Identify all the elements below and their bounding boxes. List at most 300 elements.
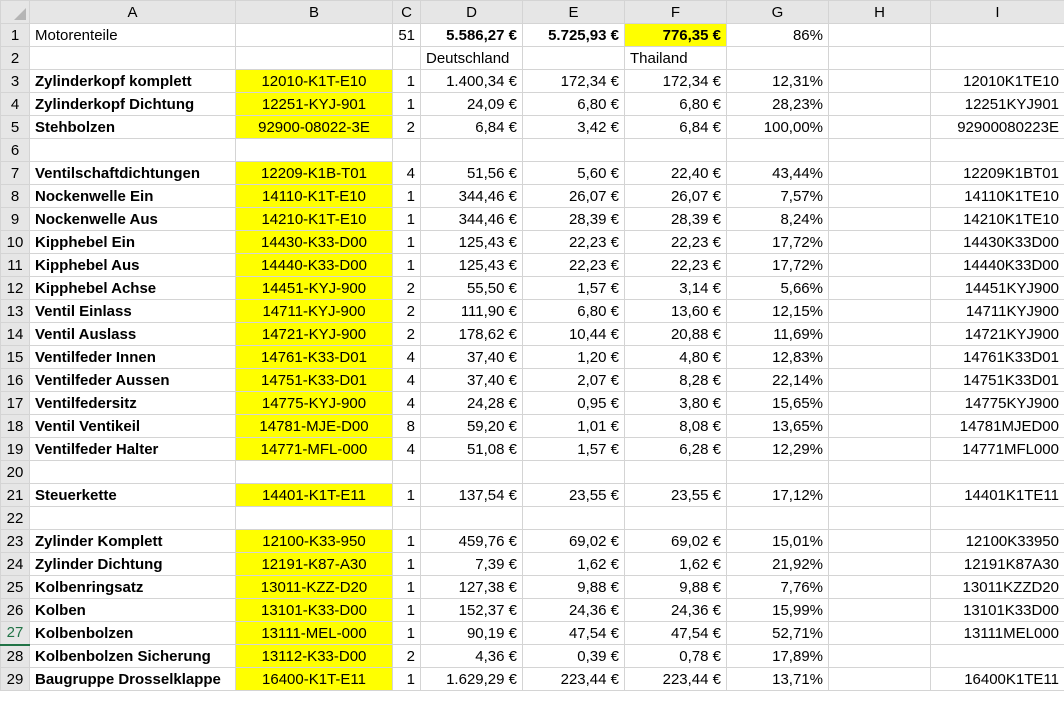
row-header[interactable]: 1	[1, 24, 30, 47]
percentage-cell[interactable]: 7,57%	[727, 185, 829, 208]
row-header[interactable]: 25	[1, 576, 30, 599]
total-price-th-cell[interactable]: 8,08 €	[625, 415, 727, 438]
cell[interactable]	[625, 507, 727, 530]
cell[interactable]	[829, 668, 931, 691]
part-name-cell[interactable]: Nockenwelle Aus	[30, 208, 236, 231]
part-number-cell[interactable]: 13101-K33-D00	[236, 599, 393, 622]
row-header[interactable]: 20	[1, 461, 30, 484]
row-header[interactable]: 23	[1, 530, 30, 553]
unit-price-th-cell[interactable]: 1,01 €	[523, 415, 625, 438]
percentage-cell[interactable]: 22,14%	[727, 369, 829, 392]
part-number-cell[interactable]: 14451-KYJ-900	[236, 277, 393, 300]
quantity-cell[interactable]: 2	[393, 300, 421, 323]
row-header[interactable]: 21	[1, 484, 30, 507]
part-code-cell[interactable]: 14440K33D00	[931, 254, 1064, 277]
cell[interactable]	[625, 139, 727, 162]
row-header[interactable]: 11	[1, 254, 30, 277]
price-de-cell[interactable]: 344,46 €	[421, 208, 523, 231]
part-code-cell[interactable]: 13111MEL000	[931, 622, 1064, 645]
quantity-cell[interactable]: 2	[393, 645, 421, 668]
price-de-cell[interactable]: 1.629,29 €	[421, 668, 523, 691]
quantity-cell[interactable]: 4	[393, 392, 421, 415]
percentage-cell[interactable]: 11,69%	[727, 323, 829, 346]
part-code-cell[interactable]: 14711KYJ900	[931, 300, 1064, 323]
price-de-cell[interactable]: 55,50 €	[421, 277, 523, 300]
part-name-cell[interactable]: Kipphebel Aus	[30, 254, 236, 277]
cell[interactable]	[523, 139, 625, 162]
price-de-cell[interactable]: 51,08 €	[421, 438, 523, 461]
cell[interactable]	[829, 576, 931, 599]
part-name-cell[interactable]: Ventilfedersitz	[30, 392, 236, 415]
unit-price-th-cell[interactable]: 6,80 €	[523, 300, 625, 323]
cell[interactable]	[421, 461, 523, 484]
part-number-cell[interactable]: 14110-K1T-E10	[236, 185, 393, 208]
part-code-cell[interactable]: 92900080223E	[931, 116, 1064, 139]
row-header[interactable]: 7	[1, 162, 30, 185]
percentage-cell[interactable]: 12,31%	[727, 70, 829, 93]
price-de-cell[interactable]: 459,76 €	[421, 530, 523, 553]
quantity-cell[interactable]: 1	[393, 530, 421, 553]
part-code-cell[interactable]: 12209K1BT01	[931, 162, 1064, 185]
part-number-cell[interactable]: 92900-08022-3E	[236, 116, 393, 139]
unit-price-th-cell[interactable]: 172,34 €	[523, 70, 625, 93]
percentage-cell[interactable]: 8,24%	[727, 208, 829, 231]
cell[interactable]	[236, 24, 393, 47]
part-code-cell[interactable]: 14451KYJ900	[931, 277, 1064, 300]
total-price-th-cell[interactable]: 172,34 €	[625, 70, 727, 93]
cell[interactable]	[931, 461, 1064, 484]
part-number-cell[interactable]: 14210-K1T-E10	[236, 208, 393, 231]
part-number-cell[interactable]: 13011-KZZ-D20	[236, 576, 393, 599]
unit-price-th-cell[interactable]: 47,54 €	[523, 622, 625, 645]
part-name-cell[interactable]: Kolbenbolzen Sicherung	[30, 645, 236, 668]
part-code-cell[interactable]: 14721KYJ900	[931, 323, 1064, 346]
part-number-cell[interactable]: 14771-MFL-000	[236, 438, 393, 461]
row-header[interactable]: 3	[1, 70, 30, 93]
select-all-button[interactable]	[1, 1, 30, 24]
part-code-cell[interactable]: 14430K33D00	[931, 231, 1064, 254]
part-name-cell[interactable]: Ventilfeder Halter	[30, 438, 236, 461]
cell[interactable]	[829, 93, 931, 116]
column-header-g[interactable]: G	[727, 1, 829, 24]
column-header-e[interactable]: E	[523, 1, 625, 24]
part-number-cell[interactable]: 12209-K1B-T01	[236, 162, 393, 185]
quantity-cell[interactable]: 4	[393, 162, 421, 185]
percentage-cell[interactable]: 17,72%	[727, 231, 829, 254]
column-header-i[interactable]: I	[931, 1, 1064, 24]
total-price-th-cell[interactable]: 22,23 €	[625, 231, 727, 254]
row-header[interactable]: 22	[1, 507, 30, 530]
cell[interactable]	[829, 507, 931, 530]
percentage-cell[interactable]: 100,00%	[727, 116, 829, 139]
total-price-th-cell[interactable]: 24,36 €	[625, 599, 727, 622]
part-number-cell[interactable]: 12251-KYJ-901	[236, 93, 393, 116]
row-header[interactable]: 2	[1, 47, 30, 70]
qty-total-cell[interactable]: 51	[393, 24, 421, 47]
cell[interactable]	[421, 507, 523, 530]
thailand-label-cell[interactable]: Thailand	[625, 47, 727, 70]
cell[interactable]	[829, 139, 931, 162]
part-name-cell[interactable]: Ventilfeder Aussen	[30, 369, 236, 392]
row-header[interactable]: 17	[1, 392, 30, 415]
total-price-th-cell[interactable]: 26,07 €	[625, 185, 727, 208]
quantity-cell[interactable]: 1	[393, 254, 421, 277]
part-code-cell[interactable]: 16400K1TE11	[931, 668, 1064, 691]
row-header[interactable]: 5	[1, 116, 30, 139]
price-de-cell[interactable]: 152,37 €	[421, 599, 523, 622]
cell[interactable]	[523, 461, 625, 484]
quantity-cell[interactable]: 1	[393, 668, 421, 691]
unit-price-th-cell[interactable]: 5,60 €	[523, 162, 625, 185]
part-number-cell[interactable]: 12010-K1T-E10	[236, 70, 393, 93]
price-de-cell[interactable]: 127,38 €	[421, 576, 523, 599]
cell[interactable]	[829, 415, 931, 438]
cell[interactable]	[30, 47, 236, 70]
cell[interactable]	[829, 116, 931, 139]
part-code-cell[interactable]: 12100K33950	[931, 530, 1064, 553]
total-price-th-cell[interactable]: 22,23 €	[625, 254, 727, 277]
total-price-th-cell[interactable]: 3,14 €	[625, 277, 727, 300]
unit-price-th-cell[interactable]: 22,23 €	[523, 231, 625, 254]
total-th-cell[interactable]: 776,35 €	[625, 24, 727, 47]
cell[interactable]	[829, 392, 931, 415]
part-name-cell[interactable]: Ventilschaftdichtungen	[30, 162, 236, 185]
cell[interactable]	[931, 507, 1064, 530]
part-number-cell[interactable]: 12191-K87-A30	[236, 553, 393, 576]
quantity-cell[interactable]: 4	[393, 438, 421, 461]
quantity-cell[interactable]: 1	[393, 208, 421, 231]
price-de-cell[interactable]: 125,43 €	[421, 254, 523, 277]
unit-price-th-cell[interactable]: 69,02 €	[523, 530, 625, 553]
percentage-cell[interactable]: 13,65%	[727, 415, 829, 438]
cell[interactable]	[829, 300, 931, 323]
column-header-f[interactable]: F	[625, 1, 727, 24]
cell[interactable]	[829, 162, 931, 185]
cell[interactable]	[421, 139, 523, 162]
part-number-cell[interactable]: 14751-K33-D01	[236, 369, 393, 392]
total-price-th-cell[interactable]: 4,80 €	[625, 346, 727, 369]
cell[interactable]	[829, 530, 931, 553]
unit-price-th-cell[interactable]: 223,44 €	[523, 668, 625, 691]
price-de-cell[interactable]: 6,84 €	[421, 116, 523, 139]
cell[interactable]	[236, 461, 393, 484]
percentage-cell[interactable]: 15,01%	[727, 530, 829, 553]
unit-price-th-cell[interactable]: 9,88 €	[523, 576, 625, 599]
part-number-cell[interactable]: 14781-MJE-D00	[236, 415, 393, 438]
unit-price-th-cell[interactable]: 1,57 €	[523, 438, 625, 461]
quantity-cell[interactable]: 1	[393, 484, 421, 507]
percentage-cell[interactable]: 7,76%	[727, 576, 829, 599]
row-header[interactable]: 24	[1, 553, 30, 576]
part-code-cell[interactable]: 14210K1TE10	[931, 208, 1064, 231]
cell[interactable]	[393, 139, 421, 162]
price-de-cell[interactable]: 37,40 €	[421, 369, 523, 392]
part-name-cell[interactable]: Zylinderkopf komplett	[30, 70, 236, 93]
cell[interactable]	[829, 323, 931, 346]
cell[interactable]	[931, 47, 1064, 70]
part-name-cell[interactable]: Stehbolzen	[30, 116, 236, 139]
total-price-th-cell[interactable]: 0,78 €	[625, 645, 727, 668]
part-code-cell[interactable]: 13011KZZD20	[931, 576, 1064, 599]
percentage-cell[interactable]: 17,72%	[727, 254, 829, 277]
row-header[interactable]: 28	[1, 645, 30, 668]
sheet-title-cell[interactable]: Motorenteile	[30, 24, 236, 47]
part-number-cell[interactable]: 13111-MEL-000	[236, 622, 393, 645]
part-number-cell[interactable]: 14711-KYJ-900	[236, 300, 393, 323]
percentage-cell[interactable]: 13,71%	[727, 668, 829, 691]
unit-price-th-cell[interactable]: 24,36 €	[523, 599, 625, 622]
price-de-cell[interactable]: 125,43 €	[421, 231, 523, 254]
unit-price-th-cell[interactable]: 2,07 €	[523, 369, 625, 392]
row-header[interactable]: 15	[1, 346, 30, 369]
cell[interactable]	[829, 185, 931, 208]
total-de-cell[interactable]: 5.586,27 €	[421, 24, 523, 47]
part-code-cell[interactable]: 12251KYJ901	[931, 93, 1064, 116]
percentage-cell[interactable]: 15,65%	[727, 392, 829, 415]
unit-price-th-cell[interactable]: 23,55 €	[523, 484, 625, 507]
cell[interactable]	[829, 346, 931, 369]
row-header[interactable]: 26	[1, 599, 30, 622]
cell[interactable]	[30, 507, 236, 530]
cell[interactable]	[727, 139, 829, 162]
cell[interactable]	[829, 622, 931, 645]
part-name-cell[interactable]: Nockenwelle Ein	[30, 185, 236, 208]
deutschland-label-cell[interactable]: Deutschland	[421, 47, 523, 70]
total-price-th-cell[interactable]: 6,28 €	[625, 438, 727, 461]
total-price-th-cell[interactable]: 223,44 €	[625, 668, 727, 691]
unit-price-th-cell[interactable]: 1,20 €	[523, 346, 625, 369]
percentage-cell[interactable]: 5,66%	[727, 277, 829, 300]
price-de-cell[interactable]: 37,40 €	[421, 346, 523, 369]
unit-price-th-cell[interactable]: 3,42 €	[523, 116, 625, 139]
part-code-cell[interactable]: 14110K1TE10	[931, 185, 1064, 208]
percentage-cell[interactable]: 12,15%	[727, 300, 829, 323]
part-name-cell[interactable]: Ventilfeder Innen	[30, 346, 236, 369]
total-price-th-cell[interactable]: 22,40 €	[625, 162, 727, 185]
part-name-cell[interactable]: Steuerkette	[30, 484, 236, 507]
quantity-cell[interactable]: 8	[393, 415, 421, 438]
part-name-cell[interactable]: Kipphebel Ein	[30, 231, 236, 254]
total-price-th-cell[interactable]: 1,62 €	[625, 553, 727, 576]
percentage-cell[interactable]: 52,71%	[727, 622, 829, 645]
part-code-cell[interactable]: 12191K87A30	[931, 553, 1064, 576]
part-code-cell[interactable]: 13101K33D00	[931, 599, 1064, 622]
part-name-cell[interactable]: Kolbenbolzen	[30, 622, 236, 645]
unit-price-th-cell[interactable]: 26,07 €	[523, 185, 625, 208]
total-price-th-cell[interactable]: 3,80 €	[625, 392, 727, 415]
cell[interactable]	[523, 507, 625, 530]
percentage-cell[interactable]: 15,99%	[727, 599, 829, 622]
unit-price-th-cell[interactable]: 1,57 €	[523, 277, 625, 300]
cell[interactable]	[393, 461, 421, 484]
unit-price-th-cell[interactable]: 22,23 €	[523, 254, 625, 277]
part-name-cell[interactable]: Kolben	[30, 599, 236, 622]
part-number-cell[interactable]: 14761-K33-D01	[236, 346, 393, 369]
unit-price-th-cell[interactable]: 10,44 €	[523, 323, 625, 346]
price-de-cell[interactable]: 178,62 €	[421, 323, 523, 346]
total-price-th-cell[interactable]: 20,88 €	[625, 323, 727, 346]
quantity-cell[interactable]: 1	[393, 70, 421, 93]
column-header-b[interactable]: B	[236, 1, 393, 24]
quantity-cell[interactable]: 2	[393, 323, 421, 346]
total-price-th-cell[interactable]: 23,55 €	[625, 484, 727, 507]
cell[interactable]	[829, 231, 931, 254]
row-header[interactable]: 18	[1, 415, 30, 438]
price-de-cell[interactable]: 24,28 €	[421, 392, 523, 415]
cell[interactable]	[829, 553, 931, 576]
cell[interactable]	[829, 484, 931, 507]
price-de-cell[interactable]: 90,19 €	[421, 622, 523, 645]
row-header[interactable]: 10	[1, 231, 30, 254]
part-name-cell[interactable]: Kipphebel Achse	[30, 277, 236, 300]
percentage-cell[interactable]: 21,92%	[727, 553, 829, 576]
part-name-cell[interactable]: Ventil Auslass	[30, 323, 236, 346]
cell[interactable]	[393, 47, 421, 70]
part-code-cell[interactable]	[931, 645, 1064, 668]
part-number-cell[interactable]: 14440-K33-D00	[236, 254, 393, 277]
quantity-cell[interactable]: 1	[393, 576, 421, 599]
part-name-cell[interactable]: Ventil Ventikeil	[30, 415, 236, 438]
part-number-cell[interactable]: 14775-KYJ-900	[236, 392, 393, 415]
row-header[interactable]: 16	[1, 369, 30, 392]
price-de-cell[interactable]: 7,39 €	[421, 553, 523, 576]
price-de-cell[interactable]: 4,36 €	[421, 645, 523, 668]
unit-price-th-cell[interactable]: 6,80 €	[523, 93, 625, 116]
row-header[interactable]: 12	[1, 277, 30, 300]
ratio-cell[interactable]: 86%	[727, 24, 829, 47]
price-de-cell[interactable]: 111,90 €	[421, 300, 523, 323]
unit-price-th-cell[interactable]: 28,39 €	[523, 208, 625, 231]
part-name-cell[interactable]: Baugruppe Drosselklappe	[30, 668, 236, 691]
percentage-cell[interactable]: 12,29%	[727, 438, 829, 461]
percentage-cell[interactable]: 17,12%	[727, 484, 829, 507]
part-number-cell[interactable]: 14721-KYJ-900	[236, 323, 393, 346]
part-name-cell[interactable]: Zylinder Komplett	[30, 530, 236, 553]
price-de-cell[interactable]: 344,46 €	[421, 185, 523, 208]
cell[interactable]	[625, 461, 727, 484]
part-code-cell[interactable]: 14781MJED00	[931, 415, 1064, 438]
quantity-cell[interactable]: 1	[393, 185, 421, 208]
cell[interactable]	[829, 208, 931, 231]
cell[interactable]	[829, 369, 931, 392]
part-name-cell[interactable]: Zylinder Dichtung	[30, 553, 236, 576]
cell[interactable]	[931, 139, 1064, 162]
part-code-cell[interactable]: 14771MFL000	[931, 438, 1064, 461]
part-number-cell[interactable]: 16400-K1T-E11	[236, 668, 393, 691]
cell[interactable]	[829, 599, 931, 622]
row-header[interactable]: 9	[1, 208, 30, 231]
cell[interactable]	[30, 461, 236, 484]
row-header[interactable]: 19	[1, 438, 30, 461]
cell[interactable]	[829, 47, 931, 70]
cell[interactable]	[829, 254, 931, 277]
total-price-th-cell[interactable]: 6,80 €	[625, 93, 727, 116]
part-number-cell[interactable]: 12100-K33-950	[236, 530, 393, 553]
column-header-d[interactable]: D	[421, 1, 523, 24]
cell[interactable]	[829, 277, 931, 300]
cell[interactable]	[523, 47, 625, 70]
total-price-th-cell[interactable]: 28,39 €	[625, 208, 727, 231]
percentage-cell[interactable]: 43,44%	[727, 162, 829, 185]
quantity-cell[interactable]: 2	[393, 116, 421, 139]
part-code-cell[interactable]: 14761K33D01	[931, 346, 1064, 369]
total-price-th-cell[interactable]: 6,84 €	[625, 116, 727, 139]
quantity-cell[interactable]: 4	[393, 369, 421, 392]
part-code-cell[interactable]: 14751K33D01	[931, 369, 1064, 392]
unit-price-th-cell[interactable]: 1,62 €	[523, 553, 625, 576]
cell[interactable]	[829, 461, 931, 484]
cell[interactable]	[829, 438, 931, 461]
total-price-th-cell[interactable]: 9,88 €	[625, 576, 727, 599]
row-header[interactable]: 27	[1, 622, 30, 645]
price-de-cell[interactable]: 1.400,34 €	[421, 70, 523, 93]
quantity-cell[interactable]: 1	[393, 553, 421, 576]
cell[interactable]	[829, 70, 931, 93]
total-e-cell[interactable]: 5.725,93 €	[523, 24, 625, 47]
quantity-cell[interactable]: 1	[393, 93, 421, 116]
total-price-th-cell[interactable]: 69,02 €	[625, 530, 727, 553]
row-header[interactable]: 14	[1, 323, 30, 346]
cell[interactable]	[727, 507, 829, 530]
part-code-cell[interactable]: 14401K1TE11	[931, 484, 1064, 507]
column-header-a[interactable]: A	[30, 1, 236, 24]
unit-price-th-cell[interactable]: 0,95 €	[523, 392, 625, 415]
cell[interactable]	[30, 139, 236, 162]
percentage-cell[interactable]: 17,89%	[727, 645, 829, 668]
total-price-th-cell[interactable]: 8,28 €	[625, 369, 727, 392]
column-header-c[interactable]: C	[393, 1, 421, 24]
cell[interactable]	[829, 24, 931, 47]
cell[interactable]	[727, 47, 829, 70]
quantity-cell[interactable]: 1	[393, 599, 421, 622]
cell[interactable]	[829, 645, 931, 668]
cell[interactable]	[236, 139, 393, 162]
part-name-cell[interactable]: Ventil Einlass	[30, 300, 236, 323]
row-header[interactable]: 29	[1, 668, 30, 691]
quantity-cell[interactable]: 1	[393, 231, 421, 254]
part-name-cell[interactable]: Kolbenringsatz	[30, 576, 236, 599]
column-header-h[interactable]: H	[829, 1, 931, 24]
quantity-cell[interactable]: 2	[393, 277, 421, 300]
cell[interactable]	[393, 507, 421, 530]
cell[interactable]	[931, 24, 1064, 47]
part-code-cell[interactable]: 12010K1TE10	[931, 70, 1064, 93]
part-number-cell[interactable]: 14430-K33-D00	[236, 231, 393, 254]
cell[interactable]	[236, 47, 393, 70]
percentage-cell[interactable]: 28,23%	[727, 93, 829, 116]
cell[interactable]	[727, 461, 829, 484]
row-header[interactable]: 8	[1, 185, 30, 208]
quantity-cell[interactable]: 4	[393, 346, 421, 369]
total-price-th-cell[interactable]: 13,60 €	[625, 300, 727, 323]
part-number-cell[interactable]: 13112-K33-D00	[236, 645, 393, 668]
part-number-cell[interactable]: 14401-K1T-E11	[236, 484, 393, 507]
price-de-cell[interactable]: 137,54 €	[421, 484, 523, 507]
quantity-cell[interactable]: 1	[393, 622, 421, 645]
total-price-th-cell[interactable]: 47,54 €	[625, 622, 727, 645]
price-de-cell[interactable]: 24,09 €	[421, 93, 523, 116]
row-header[interactable]: 6	[1, 139, 30, 162]
part-code-cell[interactable]: 14775KYJ900	[931, 392, 1064, 415]
unit-price-th-cell[interactable]: 0,39 €	[523, 645, 625, 668]
percentage-cell[interactable]: 12,83%	[727, 346, 829, 369]
cell[interactable]	[236, 507, 393, 530]
part-name-cell[interactable]: Zylinderkopf Dichtung	[30, 93, 236, 116]
price-de-cell[interactable]: 59,20 €	[421, 415, 523, 438]
price-de-cell[interactable]: 51,56 €	[421, 162, 523, 185]
row-header[interactable]: 13	[1, 300, 30, 323]
row-header[interactable]: 4	[1, 93, 30, 116]
